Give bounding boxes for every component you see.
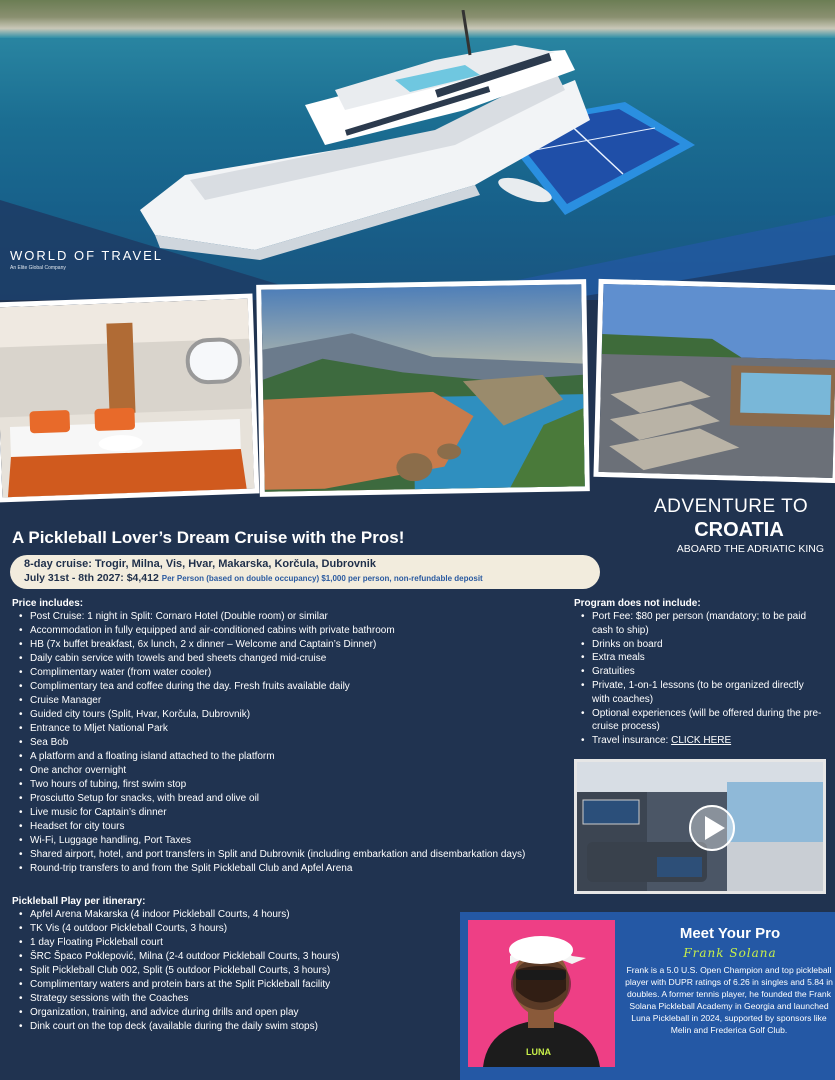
destination-line-2: CROATIA <box>694 519 784 541</box>
pro-bio: Frank is a 5.0 U.S. Open Champion and top pickleball player with DUPR ratings of 6.26 in singles and 5.84 in doubles. A former tennis player, he founded the Frank Solana Pickleball Academy in Georgia and launched Luna Pickleball in 2024, supported by sponsors like Melin and Frederica Golf Club. <box>625 965 833 1035</box>
dubrovnik-photo <box>256 279 590 497</box>
dates-price: July 31st - 8th 2027: $4,412 <box>24 572 159 584</box>
price-item: • Guided city tours (Split, Hvar, Korčula, Dubrovnik) <box>12 708 552 722</box>
price-item: • A platform and a floating island attached to the platform <box>12 750 552 764</box>
price-item: • Accommodation in fully equipped and air-conditioned cabins with private bathroom <box>12 624 552 638</box>
price-item: • Prosciutto Setup for snacks, with bread and olive oil <box>12 792 552 806</box>
price-item: • Wi-Fi, Luggage handling, Port Taxes <box>12 834 552 848</box>
price-item: • Round-trip transfers to and from the Split Pickleball Club and Apfel Arena <box>12 862 552 876</box>
price-item: • Complimentary water (from water cooler) <box>12 666 552 680</box>
photo-strip <box>0 280 835 510</box>
travel-insurance-label: Travel insurance: <box>592 735 672 747</box>
price-item: • Daily cabin service with towels and bed sheets changed mid-cruise <box>12 652 552 666</box>
cabin-photo <box>0 293 259 502</box>
play-icon[interactable] <box>690 806 734 850</box>
brand-logo[interactable] <box>10 248 163 271</box>
not-included-item: • Port Fee: $80 per person (mandatory; to be paid cash to ship) <box>574 610 824 638</box>
trip-dates-price <box>24 572 600 584</box>
pickleball-play-list <box>12 908 452 1034</box>
price-item: • Complimentary tea and coffee during the day. Fresh fruits available daily <box>12 680 552 694</box>
pickleball-play-title: Pickleball Play per itinerary: <box>12 896 146 907</box>
play-item: • Split Pickleball Club 002, Split (5 outdoor Pickleball Courts, 3 hours) <box>12 964 452 978</box>
not-included-item: • Gratuities <box>574 665 824 679</box>
price-item: • Two hours of tubing, first swim stop <box>12 778 552 792</box>
hero-banner <box>0 0 835 300</box>
price-item: • One anchor overnight <box>12 764 552 778</box>
play-item: • ŠRC Špaco Poklepović, Milna (2-4 outdoor Pickleball Courts, 3 hours) <box>12 950 452 964</box>
lounge-video[interactable] <box>574 759 826 894</box>
destination-line-3: ABOARD THE ADRIATIC KING <box>676 543 824 555</box>
play-item: • Dink court on the top deck (available during the daily swim stops) <box>12 1020 452 1034</box>
play-item: • Organization, training, and advice during drills and open play <box>12 1006 452 1020</box>
yacht-image <box>135 10 705 260</box>
sundeck-photo <box>593 279 835 483</box>
play-item: • TK Vis (4 outdoor Pickleball Courts, 3 hours) <box>12 922 452 936</box>
play-item: • Apfel Arena Makarska (4 indoor Pickleball Courts, 4 hours) <box>12 908 452 922</box>
price-item: • Cruise Manager <box>12 694 552 708</box>
destination-line-1: ADVENTURE TO <box>654 496 809 517</box>
not-included-title: Program does not include: <box>574 598 701 609</box>
pro-name-signature: Frank Solana <box>683 946 777 960</box>
pickleball-play-section <box>12 896 452 1034</box>
price-item: • Shared airport, hotel, and port transfers in Split and Dubrovnik (including embarkation and disembarkation days) <box>12 848 552 862</box>
not-included-item: • Extra meals <box>574 651 824 665</box>
price-item: • Headset for city tours <box>12 820 552 834</box>
not-included-item: • Private, 1-on-1 lessons (to be organized directly with coaches) <box>574 679 824 707</box>
price-item: • Post Cruise: 1 night in Split: Cornaro Hotel (Double room) or similar <box>12 610 552 624</box>
trip-summary <box>10 555 600 589</box>
travel-insurance-link[interactable]: CLICK HERE <box>671 735 732 747</box>
destination-heading <box>654 496 824 555</box>
brand-name: WORLD OF TRAVEL <box>10 248 164 263</box>
play-item: • Complimentary waters and protein bars at the Split Pickleball facility <box>12 978 452 992</box>
price-note: Per Person (based on double occupancy) $1,000 per person, non-refundable deposit <box>161 574 483 583</box>
not-included-item: • Optional experiences (will be offered during the pre-cruise process) <box>574 707 824 735</box>
price-includes-section <box>12 598 552 876</box>
not-included-item: • Drinks on board <box>574 638 824 652</box>
price-includes-list <box>12 610 552 876</box>
price-item: • Live music for Captain’s dinner <box>12 806 552 820</box>
not-included-section <box>574 598 824 748</box>
price-item: • HB (7x buffet breakfast, 6x lunch, 2 x dinner – Welcome and Captain’s Dinner) <box>12 638 552 652</box>
play-item: • 1 day Floating Pickleball court <box>12 936 452 950</box>
pro-heading: Meet Your Pro <box>679 925 781 942</box>
not-included-list <box>574 610 824 748</box>
shirt-logo: LUNA <box>526 1047 551 1057</box>
page-title: A Pickleball Lover’s Dream Cruise with the Pros! <box>12 528 405 547</box>
brand-tagline: An Elite Global Company <box>10 265 66 271</box>
price-item: • Entrance to Mljet National Park <box>12 722 552 736</box>
pro-portrait <box>468 920 615 1067</box>
price-includes-title: Price includes: <box>12 598 84 609</box>
price-item: • Sea Bob <box>12 736 552 750</box>
play-item: • Strategy sessions with the Coaches <box>12 992 452 1006</box>
travel-insurance-item <box>574 734 824 748</box>
meet-your-pro-panel <box>460 912 835 1080</box>
trip-route: 8-day cruise: Trogir, Milna, Vis, Hvar, Makarska, Korčula, Dubrovnik <box>24 558 376 570</box>
